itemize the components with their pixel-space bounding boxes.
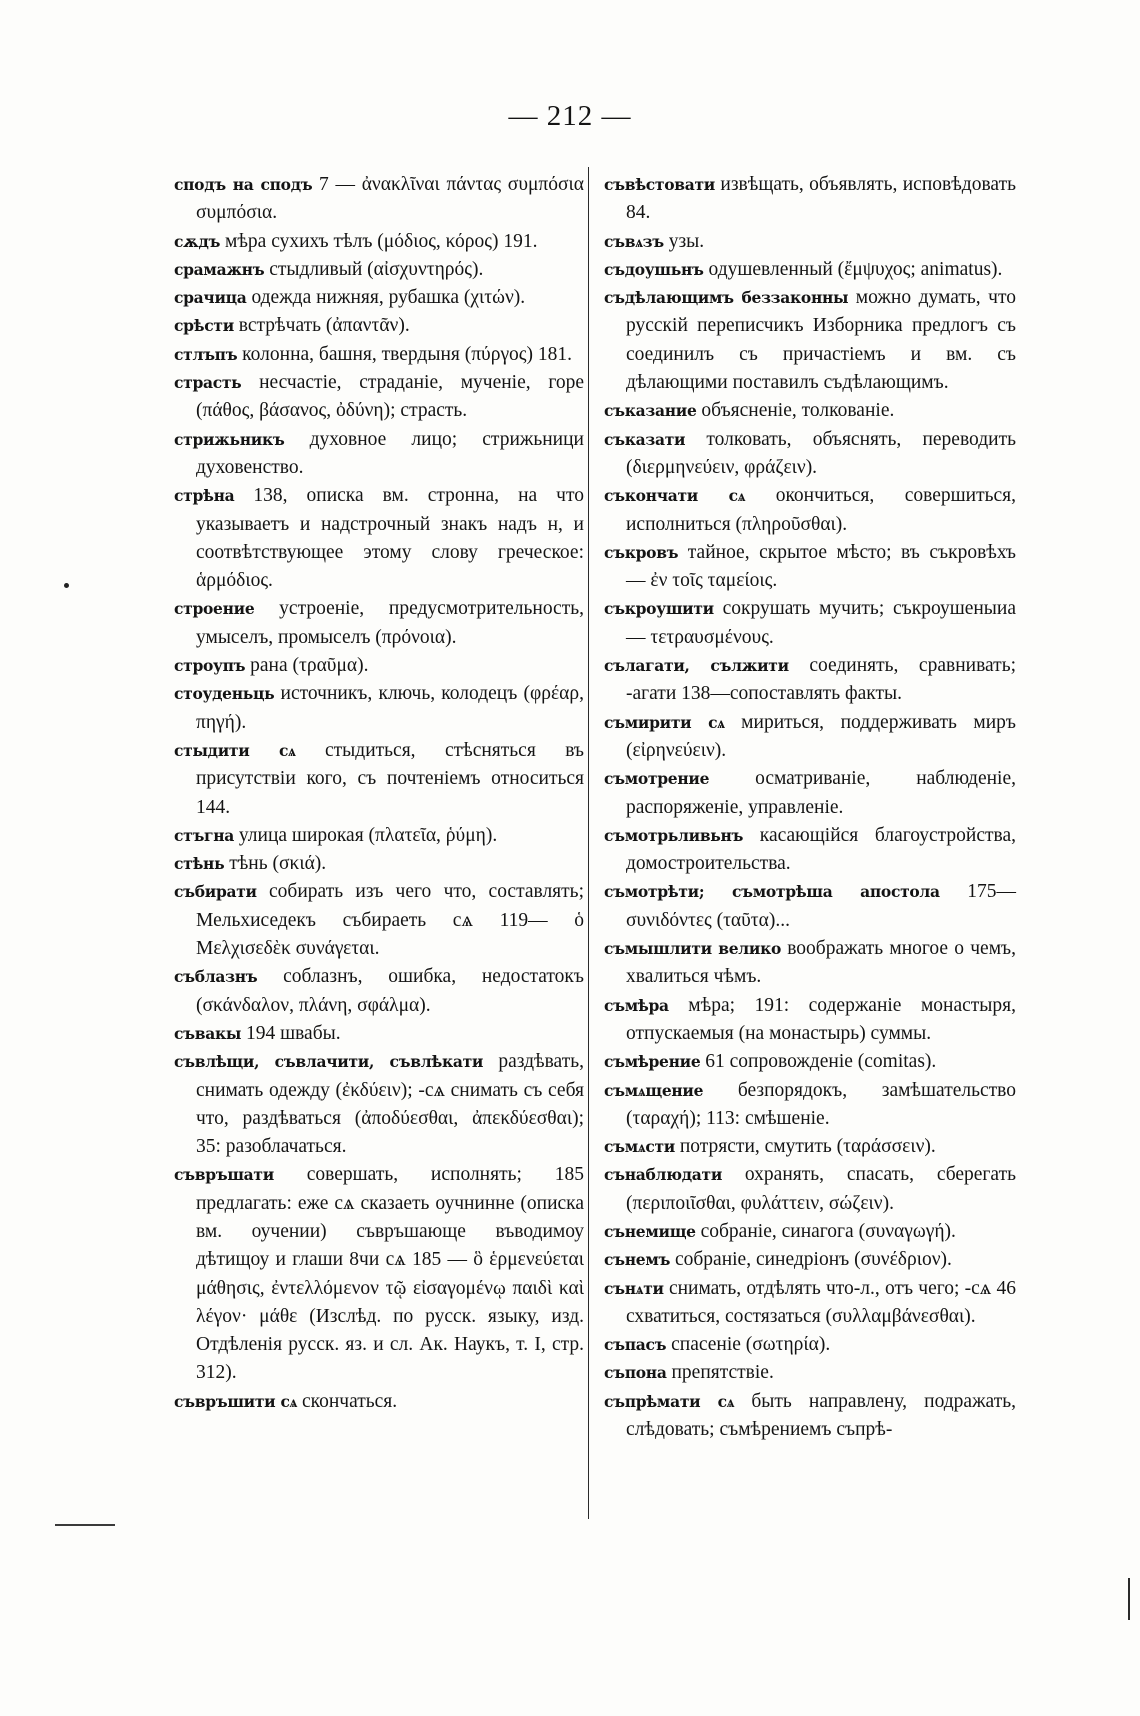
entry-definition: собраніе, синагога (συναγωγή). — [695, 1220, 956, 1242]
margin-dash — [55, 1524, 115, 1526]
entry-definition: 175— συνιδόντες (ταῦτα)... — [626, 881, 1016, 931]
glossary-entry — [174, 1161, 584, 1387]
entry-headword: съвлѣщи, съвлачити, съвлѣкати — [174, 1052, 484, 1072]
entry-definition: духовное лицо; стрижьници духовенство. — [196, 428, 584, 478]
entry-headword: съвръшати — [174, 1165, 274, 1185]
column-divider — [588, 167, 589, 1519]
entry-definition: стыдливый (αἰσχυντηρός). — [264, 258, 484, 280]
entry-headword: съпрѣмати сѧ — [604, 1391, 735, 1411]
glossary-entry — [604, 992, 1016, 1049]
entry-definition: собирать изъ чего что, составлять; Мельхиседекъ събираеть сѧ 119— ὁ Μελχισεδὲκ συνάγεται. — [196, 881, 584, 960]
glossary-entry — [604, 765, 1016, 822]
entry-definition: объясненіе, толкованіе. — [696, 400, 895, 422]
entry-headword: съказание — [604, 401, 697, 421]
entry-headword: сънѧти — [604, 1278, 664, 1298]
entry-headword: съкровъ — [604, 542, 679, 562]
entry-headword: срѣсти — [174, 316, 234, 336]
entry-definition: быть направлену, подражать, слѣдовать; съмѣрениемъ съпрѣ- — [626, 1390, 1016, 1441]
entry-definition: колонна, башня, твердыня (πύργος) 181. — [237, 343, 573, 365]
glossary-entry — [174, 284, 584, 312]
entry-headword: стыдити сѧ — [174, 740, 296, 760]
glossary-entry — [174, 1020, 584, 1048]
entry-headword: съблазнъ — [174, 967, 258, 987]
entry-headword: сподъ на сподъ — [174, 175, 313, 194]
glossary-entry — [604, 878, 1016, 935]
entry-definition: совершать, исполнять; 185 предлагать: еже сѧ сказаеть оучнинне (описка вм. оучении) съвръшающе въводимоу дѣтищоу и глаши 8чи сѧ 185 — ὃ ἑρμενεύεται μάθησις, ἐντελλόμενον τῷ εἰσαγομένῳ παιδὶ καὶ λέγον· μάθε (Изслѣд. по русск. языку, изд. Отдѣленія русск. яз. и сл. Ак. Наукъ, т. I, стр. 312). — [196, 1164, 584, 1384]
glossary-entry — [174, 680, 584, 737]
entry-definition: одушевленный (ἔμψυχος; animatus). — [703, 258, 1003, 280]
entry-definition: окончиться, совершиться, исполниться (πληροῦσθαι). — [626, 485, 1016, 535]
entry-definition: встрѣчать (ἀπαντᾶν). — [233, 315, 410, 337]
entry-headword: стлъпъ — [174, 344, 238, 364]
glossary-entry — [174, 171, 584, 228]
entry-definition: устроеніе, предусмотрительность, умыселъ, промыселъ (πρόνοια). — [196, 598, 584, 648]
entry-headword: съдоушьнъ — [604, 259, 704, 279]
entry-headword: съмирити сѧ — [604, 712, 725, 732]
entry-definition: можно думать, что русскій переписчикъ Изборника предлогъ съ соединилъ съ причастіемъ и вм. съ дѣлающими поставилъ съдѣлающимъ. — [626, 287, 1016, 394]
glossary-entry — [174, 652, 584, 680]
glossary-entry — [604, 1048, 1016, 1076]
entry-headword: сѫдъ — [174, 231, 221, 251]
page-number: — 212 — — [508, 100, 632, 132]
entry-definition: скончаться. — [297, 1390, 398, 1412]
entry-definition: спасеніе (σωτηρία). — [666, 1334, 831, 1356]
entry-definition: тѣнь (σκιά). — [224, 853, 327, 875]
entry-headword: страсть — [174, 373, 242, 393]
glossary-entry — [604, 1218, 1016, 1246]
glossary-entry — [604, 1275, 1016, 1332]
glossary-entry — [604, 1133, 1016, 1161]
entry-definition: источникъ, ключь, колодецъ (φρέαρ, πηγή). — [196, 683, 584, 733]
entry-headword: съвѣстовати — [604, 175, 715, 194]
entry-definition: 7 — ἀνακλῖναι πάντας συμπόσια συμπόσια. — [196, 174, 584, 224]
entry-definition: одежда нижняя, рубашка (χιτών). — [246, 287, 526, 309]
glossary-entry — [604, 935, 1016, 992]
entry-headword: сънемище — [604, 1221, 696, 1241]
entry-headword: съмѧщение — [604, 1080, 704, 1100]
entry-headword: съмотрение — [604, 769, 710, 789]
entry-headword: срачица — [174, 288, 247, 308]
entry-definition: рана (τραῦμα). — [245, 655, 369, 677]
entry-definition: раздѣвать, снимать одежду (ἐκδύειν); -сѧ снимать съ себя что, раздѣваться (ἀποδύεσθαι, ἀπεκδύεσθαι); 35: разоблачаться. — [196, 1051, 584, 1158]
glossary-entry — [174, 737, 584, 822]
glossary-entry — [174, 850, 584, 878]
entry-headword: съмышлити велико — [604, 939, 782, 959]
entry-headword: сънемъ — [604, 1250, 671, 1270]
glossary-entry — [174, 595, 584, 652]
entry-definition: осматриваніе, наблюденіе, распоряженіе, управленіе. — [626, 768, 1016, 818]
entry-headword: стѣнь — [174, 854, 225, 874]
entry-headword: сълагати, сължити — [604, 656, 789, 676]
glossary-entry — [604, 1359, 1016, 1387]
glossary-entry — [174, 822, 584, 850]
glossary-entry — [604, 709, 1016, 766]
entry-definition: улица широкая (πλατεῖα, ῥύμη). — [234, 824, 498, 846]
right-column — [604, 171, 1016, 1444]
entry-definition: мириться, поддерживать миръ (εἰρηνεύειν). — [626, 711, 1016, 761]
left-column — [174, 171, 584, 1416]
entry-headword: съкроушити — [604, 599, 714, 619]
entry-definition: 138, описка вм. стронна, на что указываетъ и надстрочный знакъ надъ н, и соотвѣтствующее этому слову греческое: ἁρμόδιος. — [196, 485, 584, 592]
entry-definition: сокрушать мучить; съкроушеныиа — τετραυσμένους. — [626, 598, 1016, 648]
glossary-entry — [604, 256, 1016, 284]
glossary-entry — [604, 652, 1016, 709]
glossary-entry — [604, 1161, 1016, 1218]
glossary-entry — [604, 228, 1016, 256]
glossary-entry — [604, 595, 1016, 652]
entry-definition: стыдиться, стѣсняться въ присутствіи кого, съ почтеніемъ относиться 144. — [196, 739, 584, 818]
glossary-entry — [604, 171, 1016, 228]
entry-headword: съкончати сѧ — [604, 486, 746, 506]
glossary-entry — [174, 341, 584, 369]
glossary-entry — [604, 482, 1016, 539]
edge-mark — [1128, 1578, 1130, 1620]
entry-headword: съмѧсти — [604, 1137, 675, 1157]
entry-definition: 61 сопровожденіе (comitas). — [700, 1051, 937, 1073]
glossary-entry — [174, 256, 584, 284]
entry-headword: стоуденьць — [174, 684, 275, 704]
glossary-entry — [174, 963, 584, 1020]
entry-headword: съмотрьливьнъ — [604, 825, 744, 845]
entry-headword: съмотрѣти; съмотрѣша апостола — [604, 882, 940, 902]
entry-headword: съвръшити сѧ — [174, 1391, 298, 1411]
entry-headword: съдѣлающимъ беззаконны — [604, 288, 849, 308]
entry-headword: събирати — [174, 882, 257, 902]
glossary-entry — [174, 312, 584, 340]
entry-headword: стрѣна — [174, 486, 235, 506]
entry-definition: касающійся благоустройства, домостроительства. — [626, 824, 1016, 875]
entry-headword: сънаблюдати — [604, 1165, 723, 1185]
entry-headword: съказати — [604, 429, 686, 449]
glossary-entry — [604, 284, 1016, 397]
glossary-entry — [604, 1077, 1016, 1134]
entry-definition: охранять, спасать, сберегать (περιποιῖσθαι, φυλάττειν, σώζειν). — [626, 1164, 1016, 1214]
entry-headword: съпасъ — [604, 1335, 667, 1355]
entry-definition: несчастіе, страданіе, мученіе, горе (πάθος, βάσανος, ὀδύνη); страсть. — [196, 372, 584, 422]
glossary-entry — [174, 426, 584, 483]
glossary-entry — [604, 539, 1016, 596]
entry-definition: соединять, сравнивать; -агати 138—сопоставлять факты. — [626, 655, 1017, 705]
glossary-entry — [174, 1048, 584, 1161]
glossary-entry — [174, 369, 584, 426]
entry-definition: тайное, скрытое мѣсто; въ съкровѣхъ — ἐν τοῖς ταμείοις. — [626, 541, 1016, 592]
entry-headword: строупъ — [174, 656, 246, 676]
entry-headword: строение — [174, 599, 255, 619]
glossary-entry — [604, 822, 1016, 879]
entry-headword: срамажнъ — [174, 259, 265, 279]
glossary-entry — [174, 482, 584, 595]
entry-headword: съпона — [604, 1363, 667, 1383]
entry-definition: собраніе, синедріонъ (συνέδριον). — [670, 1249, 952, 1271]
entry-definition: толковать, объяснять, переводить (διερμηνεύειν, φράζειν). — [626, 428, 1016, 478]
glossary-entry — [604, 1388, 1016, 1445]
entry-headword: съмѣра — [604, 995, 669, 1015]
entry-headword: съвѧзъ — [604, 231, 664, 251]
glossary-entry — [174, 228, 584, 256]
glossary-entry — [604, 1246, 1016, 1274]
glossary-entry — [604, 397, 1016, 425]
entry-headword: стъгна — [174, 825, 235, 845]
entry-headword: стрижьникъ — [174, 429, 285, 449]
entry-definition: потрясти, смутить (ταράσσειν). — [674, 1136, 936, 1158]
entry-definition: воображать многое о чемъ, хвалиться чѣмъ. — [626, 938, 1016, 988]
entry-definition: узы. — [663, 230, 705, 252]
entry-headword: съмѣрение — [604, 1052, 701, 1072]
entry-headword: съвакы — [174, 1023, 242, 1043]
entry-definition: безпорядокъ, замѣшательство (ταραχή); 113: смѣшеніе. — [626, 1079, 1016, 1129]
glossary-entry — [174, 878, 584, 963]
entry-definition: соблазнъ, ошибка, недостатокъ (σκάνδαλον, πλάνη, σφάλμα). — [196, 966, 584, 1016]
glossary-entry — [604, 1331, 1016, 1359]
entry-definition: извѣщать, объявлять, исповѣдовать 84. — [626, 174, 1016, 224]
entry-definition: снимать, отдѣлять что-л., отъ чего; -сѧ 46 схватиться, состязаться (συλλαμβάνεσθαι). — [626, 1277, 1016, 1327]
entry-definition: 194 швабы. — [241, 1022, 341, 1044]
entry-definition: препятствіе. — [666, 1362, 774, 1384]
entry-definition: мѣра; 191: содержаніе монастыря, отпускаемыя (на монастырь) суммы. — [626, 994, 1016, 1044]
glossary-entry — [174, 1388, 584, 1416]
entry-definition: мѣра сухихъ тѣлъ (μόδιος, κόρος) 191. — [220, 230, 538, 252]
margin-dot — [64, 583, 69, 588]
glossary-entry — [604, 426, 1016, 483]
